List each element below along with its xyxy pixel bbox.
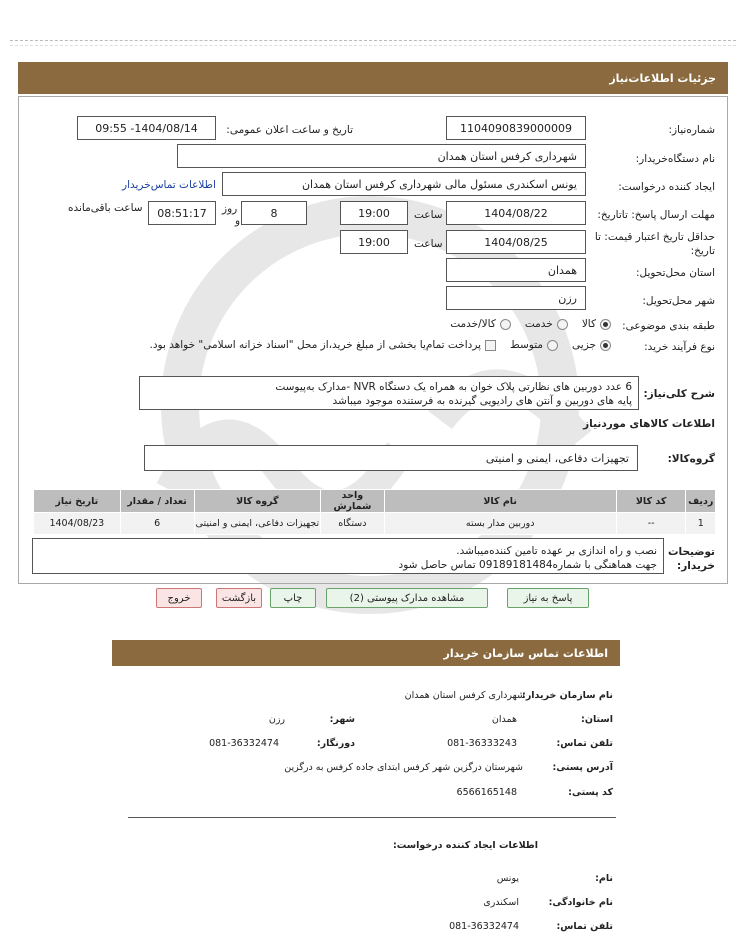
cell-name: دوربین مدار بسته — [384, 513, 616, 535]
buyer-contact-link[interactable]: اطلاعات تماس‌خریدار — [122, 179, 216, 191]
remaining-time-field: 08:51:17 — [148, 201, 216, 225]
and-label: و — [235, 215, 241, 227]
creator-info-title: اطلاعات ایجاد کننده درخواست: — [392, 840, 538, 851]
contact-fax-label: دورنگار: — [316, 738, 355, 749]
notes-label-line2: خریدار: — [677, 560, 715, 572]
goods-info-label-text: اطلاعات کالاهای موردنیاز — [583, 418, 715, 430]
cell-qty: 6 — [120, 513, 194, 535]
validity-label: حداقل تاریخ اعتبار قیمت: تا تاریخ: — [594, 231, 715, 257]
cell-unit: دستگاه — [321, 513, 384, 535]
category-option-both-label: کالا/خدمت — [450, 318, 496, 330]
contact-header — [112, 640, 620, 666]
radio-selected-icon — [600, 319, 611, 330]
notes-label-line1: توضیحات — [667, 546, 715, 558]
process-option-minor-label: جزیی — [572, 339, 596, 351]
cell-code: -- — [616, 513, 686, 535]
goods-group-field: تجهیزات دفاعی، ایمنی و امنیتی — [144, 445, 638, 471]
city-field: رزن — [446, 286, 586, 310]
col-unit: واحد شمارش — [321, 490, 384, 513]
cell-date: 1404/08/23 — [34, 513, 121, 535]
contact-province-value: همدان — [491, 714, 517, 725]
address-label: آدرس پستی: — [552, 762, 613, 773]
summary-label-text: شرح کلی‌نیاز: — [643, 388, 715, 400]
notes-line-1: نصب و راه اندازی بر عهده تامین کننده‌میباشد. — [456, 545, 657, 557]
summary-label — [643, 388, 715, 400]
summary-box — [139, 376, 639, 410]
need-number-label: شماره‌نیاز: — [668, 124, 715, 136]
validity-date-field: 1404/08/25 — [446, 230, 586, 254]
contact-divider — [128, 817, 616, 818]
col-code: کد کالا — [616, 490, 686, 513]
category-option-service[interactable] — [525, 318, 568, 330]
summary-line-2: پایه های دوربین و آنتن های رادیویی گیرنده به فرستنده موجود میباشد — [332, 395, 632, 407]
address-value: شهرستان درگزین شهر کرفس ابتدای جاده کرفس به درگزین — [284, 762, 523, 773]
goods-group-label — [668, 453, 715, 465]
buyer-org-field: شهرداری کرفس استان همدان — [177, 144, 586, 168]
goods-info-label — [583, 418, 715, 430]
province-field: همدان — [446, 258, 586, 282]
category-option-goods-label: کالا — [581, 318, 596, 330]
category-option-goods[interactable] — [582, 318, 611, 330]
cell-group: تجهیزات دفاعی، ایمنی و امنیتی — [194, 513, 321, 535]
items-table — [33, 489, 716, 535]
goods-group-label-text: گروه‌کالا: — [667, 453, 715, 465]
details-header — [18, 62, 728, 94]
creator-label: ایجاد کننده درخواست: — [618, 181, 715, 193]
creator-phone-value: 081-36332474 — [449, 921, 519, 932]
notes-box — [32, 538, 664, 574]
print-button[interactable]: چاپ — [270, 588, 316, 608]
days-label: روز — [222, 203, 238, 215]
announce-label: تاریخ و ساعت اعلان عمومی: — [226, 124, 353, 136]
contact-city-label: شهر: — [329, 714, 355, 725]
back-button[interactable]: بازگشت — [216, 588, 262, 608]
contact-province-label: استان: — [581, 714, 613, 725]
radio-icon — [547, 340, 558, 351]
contact-title: اطلاعات تماس سازمان خریدار — [443, 646, 608, 660]
announce-field: 1404/08/14- 09:55 — [77, 116, 216, 140]
last-name-label: نام خانوادگی: — [548, 897, 613, 908]
process-option-medium[interactable] — [510, 339, 558, 351]
buyer-org-label: نام دستگاه‌خریدار: — [635, 153, 715, 165]
col-row: ردیف — [686, 490, 716, 513]
notes-label — [668, 545, 715, 573]
treasury-payment-checkbox[interactable] — [150, 339, 497, 351]
process-label: نوع فرآیند خرید: — [644, 341, 715, 353]
col-date: تاریخ نیاز — [34, 490, 121, 513]
contact-fax-value: 081-36332474 — [209, 738, 279, 749]
summary-line-1: 6 عدد دوربین های نظارتی پلاک خوان به همراه یک دستگاه NVR -مدارک به‌پیوست — [275, 381, 632, 393]
validity-time-field: 19:00 — [340, 230, 408, 254]
creator-field: یونس اسکندری مسئول مالی شهرداری کرفس استان همدان — [222, 172, 586, 196]
contact-phone-label: تلفن تماس: — [556, 738, 613, 749]
province-label: استان محل‌تحویل: — [635, 267, 715, 279]
reply-button[interactable]: پاسخ به نیاز — [507, 588, 589, 608]
notes-line-2: جهت هماهنگی با شماره09189181484 تماس حاصل شود — [398, 559, 657, 571]
remaining-label: ساعت باقی‌مانده — [68, 202, 143, 214]
deadline-time-field: 19:00 — [340, 201, 408, 225]
postal-value: 6566165148 — [456, 787, 517, 798]
deadline-date-field: 1404/08/22 — [446, 201, 586, 225]
process-option-medium-label: متوسط — [510, 339, 544, 351]
org-name-value: شهرداری کرفس استان همدان — [404, 690, 525, 701]
category-option-both[interactable] — [450, 318, 511, 330]
process-option-minor[interactable] — [572, 339, 611, 351]
first-name-value: یونس — [496, 873, 519, 884]
radio-icon — [500, 319, 511, 330]
attachments-button[interactable]: مشاهده مدارک پیوستی (2) — [326, 588, 488, 608]
creator-phone-label: تلفن تماس: — [556, 921, 613, 932]
first-name-label: نام: — [595, 873, 613, 884]
need-number-field: 1104090839000009 — [446, 116, 586, 140]
treasury-payment-note: پرداخت تمام‌یا بخشی از مبلغ خرید،از محل "اسناد خزانه اسلامی" خواهد بود. — [149, 339, 482, 351]
table-header-row — [34, 490, 716, 513]
deadline-time-label: ساعت — [414, 209, 443, 221]
col-qty: تعداد / مقدار — [120, 490, 194, 513]
city-label: شهر محل‌تحویل: — [642, 295, 715, 307]
days-field: 8 — [241, 201, 307, 225]
details-title: جزئیات اطلاعات‌نیاز — [609, 71, 716, 85]
category-label: طبقه بندی موضوعی: — [622, 320, 715, 332]
last-name-value: اسکندری — [483, 897, 519, 908]
validity-time-label: ساعت — [414, 238, 443, 250]
checkbox-icon — [485, 340, 496, 351]
contact-city-value: رزن — [268, 714, 285, 725]
top-divider — [10, 40, 736, 41]
exit-button[interactable]: خروج — [156, 588, 202, 608]
contact-phone-value: 081-36333243 — [447, 738, 517, 749]
process-radio-group — [136, 339, 611, 351]
category-option-service-label: خدمت — [524, 318, 553, 330]
category-radio-group — [436, 318, 611, 330]
radio-icon — [557, 319, 568, 330]
col-group: گروه کالا — [194, 490, 321, 513]
org-name-label: نام سازمان خریدار: — [522, 690, 613, 701]
cell-row: 1 — [686, 513, 716, 535]
table-row[interactable] — [34, 513, 716, 535]
deadline-label: مهلت ارسال پاسخ: تاتاریخ: — [597, 209, 715, 221]
postal-label: کد پستی: — [568, 787, 613, 798]
col-name: نام کالا — [384, 490, 616, 513]
radio-selected-icon — [600, 340, 611, 351]
top-divider-secondary — [10, 45, 736, 46]
